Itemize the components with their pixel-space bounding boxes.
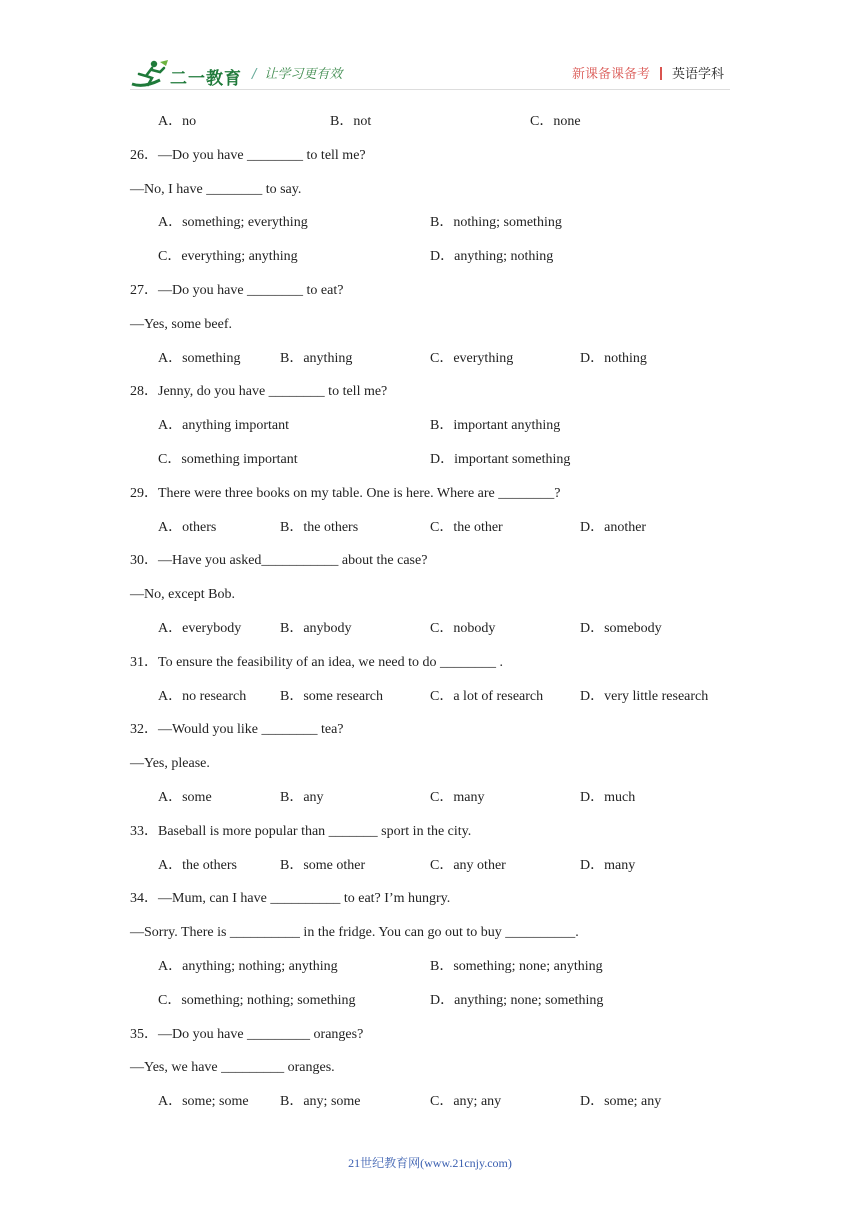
- answer-option: C．a lot of research: [430, 688, 544, 704]
- runner-logo-icon: [130, 58, 170, 90]
- answer-option: C．something important: [158, 451, 298, 467]
- option-row: [130, 950, 750, 984]
- answer-option: D．very little research: [580, 688, 709, 704]
- question-line: 26．—Do you have ________ to tell me?: [130, 147, 366, 163]
- answer-option: C．everything: [430, 350, 514, 366]
- question-line: —Yes, we have _________ oranges.: [130, 1060, 335, 1076]
- answer-option: C．any other: [430, 857, 506, 873]
- question-line: —No, except Bob.: [130, 587, 235, 603]
- question-line: —Yes, some beef.: [130, 316, 233, 332]
- option-row: [130, 511, 750, 545]
- question-line: 35．—Do you have _________ oranges?: [130, 1026, 364, 1042]
- answer-option: A．others: [158, 519, 217, 535]
- option-row: [130, 105, 750, 139]
- subject-name: 英语学科: [671, 67, 724, 82]
- question-line: 34．—Mum, can I have __________ to eat? I’m hungry.: [130, 891, 451, 907]
- option-row: [130, 612, 750, 646]
- answer-option: D．important something: [430, 451, 571, 467]
- answer-option: B．some research: [280, 688, 384, 704]
- answer-option: D．somebody: [580, 620, 662, 636]
- answer-option: B．some other: [280, 857, 366, 873]
- answer-option: B．anybody: [280, 620, 352, 636]
- answer-option: A．something; everything: [158, 215, 308, 231]
- answer-option: D．another: [580, 519, 647, 535]
- answer-option: B．something; none; anything: [430, 958, 603, 974]
- divider: [660, 67, 662, 80]
- answer-option: C．nobody: [430, 620, 496, 636]
- question-line: 29．There were three books on my table. One is here. Where are ________?: [130, 485, 561, 501]
- option-row: [130, 1085, 750, 1119]
- answer-option: C．none: [530, 114, 581, 129]
- slogan-text: 让学习更有效: [264, 67, 343, 82]
- question-line: 28．Jenny, do you have ________ to tell me?: [130, 384, 388, 400]
- answer-option: D．anything; none; something: [430, 992, 604, 1008]
- page-header: [130, 54, 730, 94]
- answer-option: A．something: [158, 350, 241, 366]
- answer-option: A．anything; nothing; anything: [158, 958, 338, 974]
- question-line: —Yes, please.: [130, 756, 210, 772]
- option-row: [130, 984, 750, 1018]
- answer-option: C．the other: [430, 519, 503, 535]
- footer-text: 21世纪教育网(www.21cnjy.com): [348, 1156, 512, 1170]
- answer-option: B．not: [330, 114, 372, 129]
- answer-option: B．any; some: [280, 1094, 361, 1110]
- option-row: [130, 680, 750, 714]
- answer-option: D．many: [580, 857, 636, 873]
- answer-option: C．any; any: [430, 1094, 502, 1110]
- answer-option: B．the others: [280, 519, 359, 535]
- header-divider: [130, 89, 730, 90]
- answer-option: B．nothing; something: [430, 215, 562, 231]
- option-row: [130, 849, 750, 883]
- subject-label: [572, 63, 724, 82]
- answer-option: A．everybody: [158, 620, 242, 636]
- answer-option: B．important anything: [430, 418, 561, 434]
- option-row: [130, 342, 750, 376]
- answer-option: B．any: [280, 789, 324, 805]
- question-line: —Sorry. There is __________ in the fridge. You can go out to buy __________.: [130, 925, 579, 941]
- question-line: 30．—Have you asked___________ about the case?: [130, 553, 428, 569]
- answer-option: A．some; some: [158, 1094, 249, 1110]
- option-row: [130, 443, 750, 477]
- question-line: 32．—Would you like ________ tea?: [130, 722, 344, 738]
- answer-option: D．much: [580, 789, 636, 805]
- question-line: 33．Baseball is more popular than _______ sport in the city.: [130, 823, 472, 839]
- question-line: 27．—Do you have ________ to eat?: [130, 282, 344, 298]
- course-label: 新课备课备考: [571, 67, 650, 82]
- option-row: [130, 409, 750, 443]
- answer-option: C．everything; anything: [158, 249, 298, 265]
- answer-option: A．anything important: [158, 418, 290, 434]
- answer-option: C．something; nothing; something: [158, 992, 356, 1008]
- answer-option: D．some; any: [580, 1094, 662, 1110]
- answer-option: A．no: [158, 114, 197, 129]
- answer-option: A．no research: [158, 688, 247, 704]
- logo: [130, 58, 242, 90]
- answer-option: C．many: [430, 789, 485, 805]
- logo-text: 二一教育: [170, 69, 242, 89]
- slogan: / 让学习更有效: [252, 67, 343, 82]
- answer-option: A．some: [158, 789, 212, 805]
- question-list: [130, 105, 750, 1119]
- answer-option: D．nothing: [580, 350, 647, 366]
- option-row: [130, 206, 750, 240]
- option-row: [130, 240, 750, 274]
- answer-option: D．anything; nothing: [430, 249, 554, 265]
- option-row: [130, 781, 750, 815]
- question-line: 31．To ensure the feasibility of an idea, we need to do ________ .: [130, 654, 504, 670]
- answer-option: A．the others: [158, 857, 237, 873]
- answer-option: B．anything: [280, 350, 353, 366]
- question-line: —No, I have ________ to say.: [130, 181, 302, 197]
